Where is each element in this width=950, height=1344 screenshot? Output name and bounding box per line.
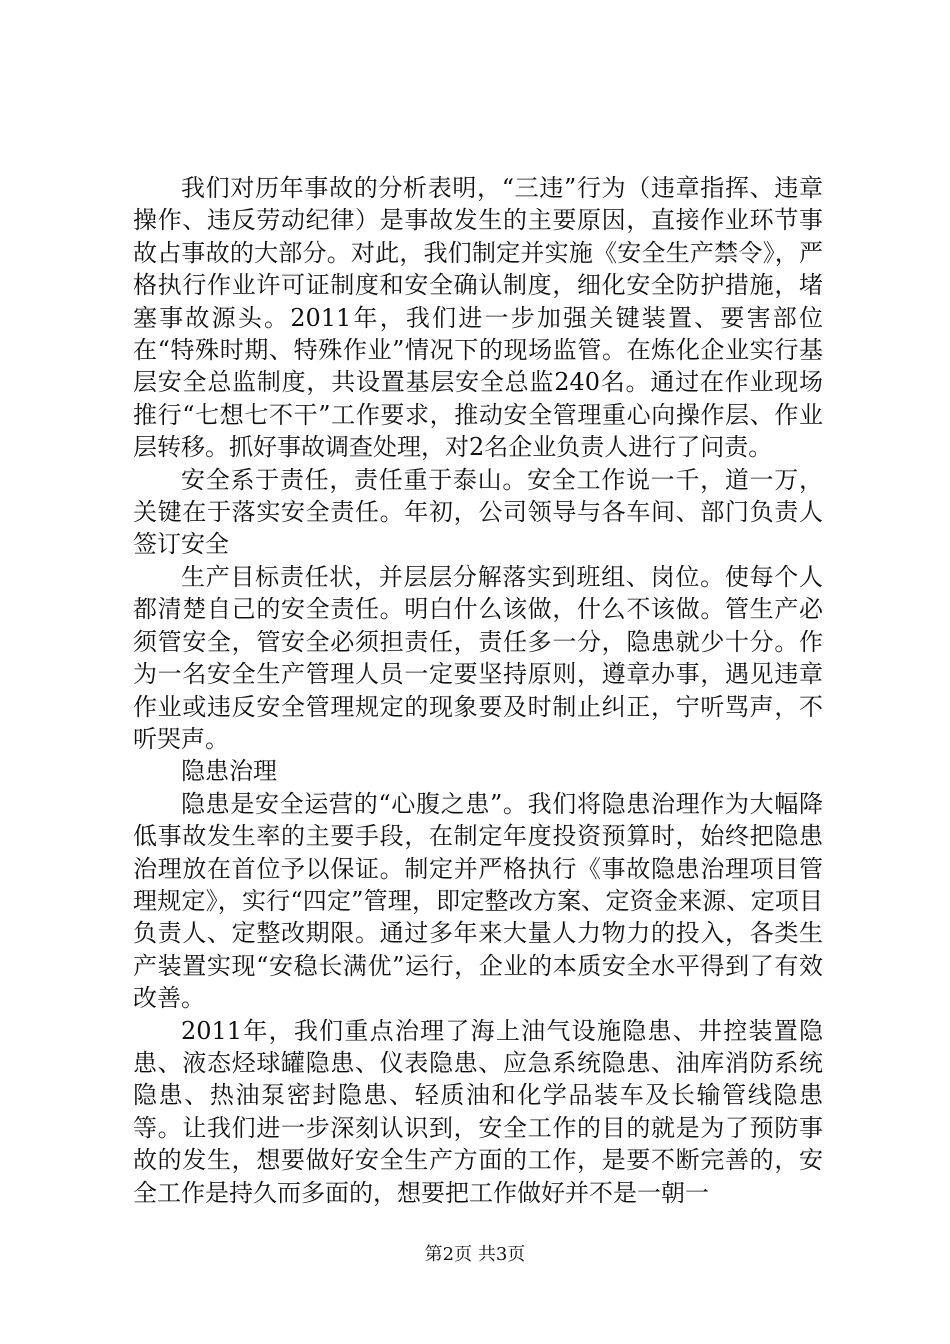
paragraph-target-responsibility: 生产目标责任状，并层层分解落实到班组、岗位。使每个人都清楚自己的安全责任。明白什么该做，什么不该做。管生产必须管安全，管安全必须担责任，责任多一分，隐患就少十分。作为一名安全生产管理人员一定要坚持原则，遵章办事，遇见违章作业或违反安全管理规定的现象要及时制止纠正，宁听骂声，不听哭声。 xyxy=(133,562,823,753)
paragraph-hazard-management: 隐患是安全运营的“心腹之患”。我们将隐患治理作为大幅降低事故发生率的主要手段，在制定年度投资预算时，始终把隐患治理放在首位予以保证。制定并严格执行《事故隐患治理项目管理规定》，实行“四定”管理，即定整改方案、定资金来源、定项目负责人、定整改期限。通过多年来大量人力物力的投入，各类生产装置实现“安稳长满优”运行，企业的本质安全水平得到了有效改善。 xyxy=(133,789,823,1013)
paragraph-responsibility: 安全系于责任，责任重于泰山。安全工作说一千，道一万，关键在于落实安全责任。年初，公司领导与各车间、部门负责人签订安全 xyxy=(133,465,823,559)
paragraph-violations: 我们对历年事故的分析表明，“三违”行为（违章指挥、违章操作、违反劳动纪律）是事故发生的主要原因，直接作业环节事故占事故的大部分。对此，我们制定并实施《安全生产禁令》，严格执行作业许可证制度和安全确认制度，细化安全防护措施，堵塞事故源头。2011年，我们进一步加强关键装置、要害部位在“特殊时期、特殊作业”情况下的现场监管。在炼化企业实行基层安全总监制度，共设置基层安全总监240名。通过在作业现场推行“七想七不干”工作要求，推动安全管理重心向操作层、作业层转移。抓好事故调查处理，对2名企业负责人进行了问责。 xyxy=(133,174,823,462)
page-footer: 第2页 共3页 xyxy=(424,1244,526,1265)
document-body xyxy=(133,172,823,1209)
section-heading-hazard-management: 隐患治理 xyxy=(181,757,277,786)
paragraph-2011-hazards: 2011年，我们重点治理了海上油气设施隐患、井控装置隐患、液态烃球罐隐患、仪表隐患、应急系统隐患、油库消防系统隐患、热油泵密封隐患、轻质油和化学品装车及长输管线隐患等。让我们进一步深刻认识到，安全工作的目的就是为了预防事故的发生，想要做好安全生产方面的工作，是要不断完善的，安全工作是持久而多面的，想要把工作做好并不是一朝一 xyxy=(133,1016,823,1207)
